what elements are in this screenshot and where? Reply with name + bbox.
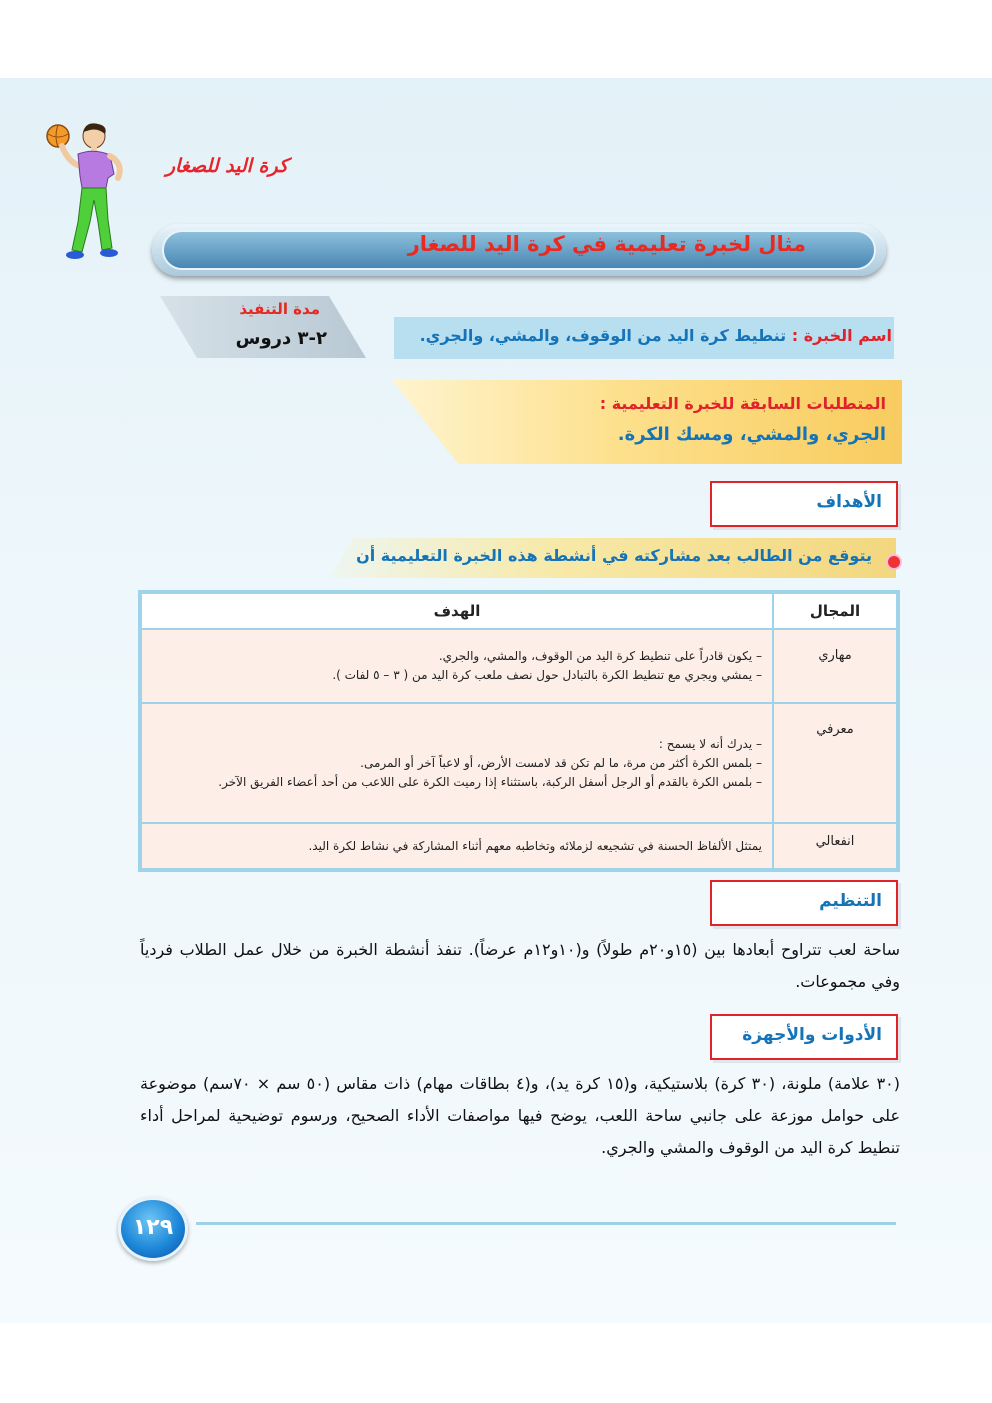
objectives-header xyxy=(710,481,898,527)
title-banner xyxy=(152,224,886,276)
organization-header xyxy=(710,880,898,926)
page-number-badge xyxy=(118,1197,188,1261)
tools-title: الأدوات والأجهزة xyxy=(742,1025,882,1045)
prerequisites-text: الجري، والمشي، ومسك الكرة. xyxy=(617,424,886,445)
objective-line: – يدرك أنه لا يسمح : xyxy=(658,736,762,751)
bullet-icon xyxy=(886,554,902,570)
objective-cell xyxy=(141,823,773,869)
table-row xyxy=(141,629,897,703)
table-row xyxy=(141,703,897,823)
book-title: كرة اليد للصغار xyxy=(165,155,288,177)
objective-line: – بلمس الكرة أكثر من مرة، ما لم تكن قد لامست الأرض، أو لاعباً آخر أو المرمى. xyxy=(360,755,762,770)
objectives-intro: يتوقع من الطالب بعد مشاركته في أنشطة هذه الخبرة التعليمية أن xyxy=(356,546,872,565)
objective-line: – يكون قادراً على تنطيط كرة اليد من الوقوف، والمشي، والجري. xyxy=(438,649,762,663)
tools-text: (٣٠ علامة) ملونة، (٣٠ كرة) بلاستيكية، و(١٥ كرة يد)، و(٤ بطاقات مهام) ذات مقاس (٥٠ سم × ٧٠سم) موضوعة على حوامل موزعة على جانبي ساحة اللعب، يوضح فيها مواصفات الأداء الصحيح، ورسوم توضيحية لمراحل أداء تنطيط كرة اليد من الوقوف والمشي والجري. xyxy=(140,1074,901,1157)
organization-text: ساحة لعب تتراوح أبعادها بين (١٥و٢٠م طولاً) و(١٠و١٢م عرضاً). تنفذ أنشطة الخبرة من خلال عمل الطلاب فردياً وفي مجموعات. xyxy=(140,940,901,991)
prerequisites-title: المتطلبات السابقة للخبرة التعليمية : xyxy=(599,394,886,413)
duration-value: ٢-٣ دروس xyxy=(235,328,327,349)
objective-cell xyxy=(141,703,773,823)
objective-line: – بلمس الكرة بالقدم أو الرجل أسفل الركبة، باستثناء إذا رميت الكرة على اللاعب من أحد أعضاء الفريق الآخر. xyxy=(218,774,762,789)
table-header-row xyxy=(141,593,897,629)
footer-divider xyxy=(196,1222,896,1225)
objectives-table xyxy=(138,590,900,872)
table-row xyxy=(141,823,897,869)
page-number: ١٢٩ xyxy=(132,1215,174,1240)
experience-name xyxy=(420,326,892,345)
experience-label: اسم الخبرة : xyxy=(791,326,892,345)
experience-value: تنطيط كرة اليد من الوقوف، والمشي، والجري. xyxy=(419,326,787,345)
objective-cell xyxy=(141,629,773,703)
domain-cell: مهاري xyxy=(773,629,897,703)
domain-column-header: المجال xyxy=(773,593,897,629)
boy-with-ball-illustration xyxy=(42,122,142,262)
objective-line: يمتثل الألفاظ الحسنة في تشجيعه لزملائه وتخاطبه معهم أثناء المشاركة في نشاط لكرة اليد. xyxy=(308,838,762,853)
page-title: مثال لخبرة تعليمية في كرة اليد للصغار xyxy=(407,232,806,256)
duration-label: مدة التنفيذ xyxy=(239,300,320,318)
prerequisites-box xyxy=(392,380,902,464)
tools-header xyxy=(710,1014,898,1060)
organization-title: التنظيم xyxy=(819,891,882,911)
domain-cell: انفعالي xyxy=(773,823,897,869)
objective-column-header: الهدف xyxy=(141,593,773,629)
domain-cell: معرفي xyxy=(773,703,897,823)
objective-line: – يمشي ويجري مع تنطيط الكرة بالتبادل حول نصف ملعب كرة اليد من ( ٣ – ٥ لفات ). xyxy=(332,668,762,682)
objectives-title: الأهداف xyxy=(816,492,882,512)
